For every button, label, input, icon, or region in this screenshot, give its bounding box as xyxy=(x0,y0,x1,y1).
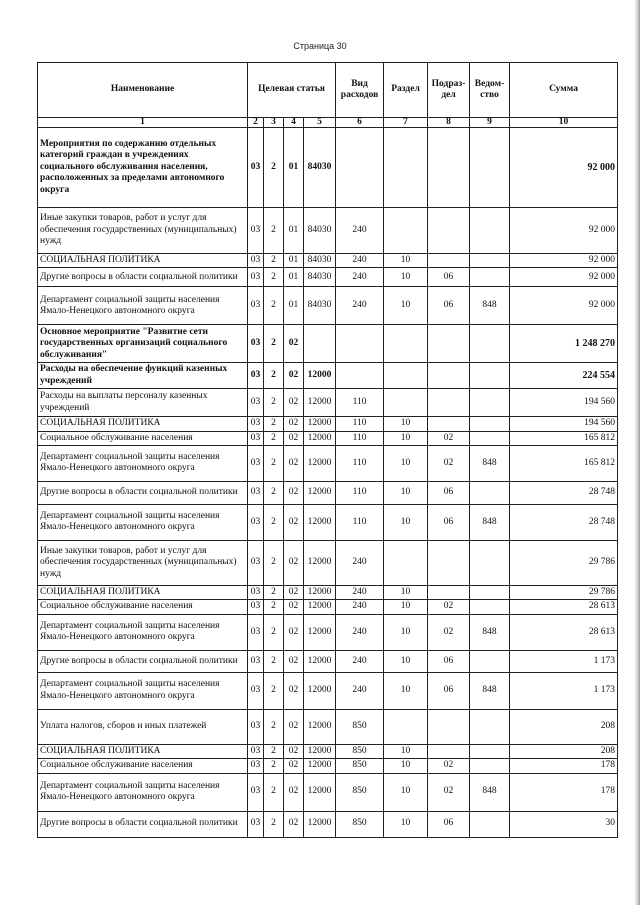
sum-cell: 208 xyxy=(510,744,618,758)
sum-cell: 30 xyxy=(510,811,618,837)
direction-code-cell: 12000 xyxy=(304,614,336,650)
event-code-cell: 01 xyxy=(284,287,304,325)
table-row xyxy=(38,744,618,758)
department-cell: 848 xyxy=(470,672,510,709)
section-cell: 10 xyxy=(384,614,428,650)
table-row xyxy=(38,759,618,773)
section-cell: 10 xyxy=(384,744,428,758)
event-code-cell: 02 xyxy=(284,744,304,758)
program-code-cell: 03 xyxy=(248,811,264,837)
subsection-cell xyxy=(428,325,470,363)
row-name-cell: Другие вопросы в области социальной политики xyxy=(38,811,248,837)
expense-type-cell: 110 xyxy=(336,431,384,445)
program-code-cell: 03 xyxy=(248,504,264,540)
sum-cell: 28 613 xyxy=(510,600,618,614)
row-name-cell: СОЦИАЛЬНАЯ ПОЛИТИКА xyxy=(38,254,248,268)
table-row xyxy=(38,672,618,709)
row-name-cell: Мероприятия по содержанию отдельных категорий граждан в учреждениях социального обслуживания населения, расположенных за пределами автономного округа xyxy=(38,128,248,208)
expense-type-cell: 240 xyxy=(336,268,384,287)
program-code-cell: 03 xyxy=(248,672,264,709)
expense-type-cell: 240 xyxy=(336,540,384,585)
subsection-cell: 06 xyxy=(428,287,470,325)
row-name-cell: СОЦИАЛЬНАЯ ПОЛИТИКА xyxy=(38,744,248,758)
sum-cell: 28 748 xyxy=(510,504,618,540)
section-cell: 10 xyxy=(384,431,428,445)
department-cell xyxy=(470,709,510,744)
event-code-cell: 02 xyxy=(284,325,304,363)
section-cell: 10 xyxy=(384,287,428,325)
program-code-cell: 03 xyxy=(248,325,264,363)
event-code-cell: 02 xyxy=(284,585,304,599)
expense-type-cell xyxy=(336,363,384,389)
table-row xyxy=(38,417,618,431)
department-cell xyxy=(470,363,510,389)
subprogram-code-cell: 2 xyxy=(264,744,284,758)
event-code-cell: 02 xyxy=(284,672,304,709)
expense-type-cell: 240 xyxy=(336,600,384,614)
expense-type-cell: 110 xyxy=(336,481,384,504)
subsection-cell xyxy=(428,540,470,585)
expense-type-cell: 110 xyxy=(336,417,384,431)
subprogram-code-cell: 2 xyxy=(264,672,284,709)
department-cell xyxy=(470,268,510,287)
column-number: 1 xyxy=(38,118,248,128)
row-name-cell: Социальное обслуживание населения xyxy=(38,431,248,445)
program-code-cell: 03 xyxy=(248,363,264,389)
sum-cell: 165 812 xyxy=(510,445,618,481)
expense-type-cell: 240 xyxy=(336,208,384,254)
program-code-cell: 03 xyxy=(248,744,264,758)
column-number: 2 xyxy=(248,118,264,128)
row-name-cell: Другие вопросы в области социальной политики xyxy=(38,268,248,287)
header-expense-type: Вид расходов xyxy=(336,63,384,118)
header-department: Ведом-ство xyxy=(470,63,510,118)
subsection-cell: 06 xyxy=(428,268,470,287)
program-code-cell: 03 xyxy=(248,208,264,254)
direction-code-cell: 84030 xyxy=(304,287,336,325)
section-cell xyxy=(384,709,428,744)
event-code-cell: 02 xyxy=(284,445,304,481)
program-code-cell: 03 xyxy=(248,773,264,811)
section-cell: 10 xyxy=(384,417,428,431)
subprogram-code-cell: 2 xyxy=(264,614,284,650)
program-code-cell: 03 xyxy=(248,585,264,599)
subsection-cell xyxy=(428,744,470,758)
direction-code-cell: 12000 xyxy=(304,481,336,504)
sum-cell: 178 xyxy=(510,773,618,811)
event-code-cell: 02 xyxy=(284,759,304,773)
subsection-cell: 06 xyxy=(428,811,470,837)
direction-code-cell: 12000 xyxy=(304,363,336,389)
table-row xyxy=(38,709,618,744)
expense-type-cell: 240 xyxy=(336,650,384,672)
direction-code-cell: 12000 xyxy=(304,759,336,773)
header-name: Наименование xyxy=(38,63,248,118)
subsection-cell: 02 xyxy=(428,445,470,481)
subsection-cell xyxy=(428,128,470,208)
sum-cell: 28 748 xyxy=(510,481,618,504)
table-row xyxy=(38,268,618,287)
table-row xyxy=(38,325,618,363)
program-code-cell: 03 xyxy=(248,268,264,287)
department-cell xyxy=(470,650,510,672)
subsection-cell: 02 xyxy=(428,773,470,811)
header-section: Раздел xyxy=(384,63,428,118)
department-cell: 848 xyxy=(470,504,510,540)
program-code-cell: 03 xyxy=(248,709,264,744)
sum-cell: 224 554 xyxy=(510,363,618,389)
subsection-cell xyxy=(428,709,470,744)
row-name-cell: Другие вопросы в области социальной политики xyxy=(38,650,248,672)
sum-cell: 29 786 xyxy=(510,540,618,585)
table-row xyxy=(38,287,618,325)
row-name-cell: Департамент социальной защиты населения Ямало-Ненецкого автономного округа xyxy=(38,287,248,325)
column-number: 3 xyxy=(264,118,284,128)
row-name-cell: СОЦИАЛЬНАЯ ПОЛИТИКА xyxy=(38,417,248,431)
sum-cell: 92 000 xyxy=(510,208,618,254)
subsection-cell xyxy=(428,585,470,599)
expense-type-cell: 850 xyxy=(336,773,384,811)
direction-code-cell: 84030 xyxy=(304,268,336,287)
table-row xyxy=(38,773,618,811)
department-cell: 848 xyxy=(470,614,510,650)
subsection-cell: 06 xyxy=(428,650,470,672)
subprogram-code-cell: 2 xyxy=(264,363,284,389)
scan-edge-shadow xyxy=(634,0,640,905)
row-name-cell: Департамент социальной защиты населения Ямало-Ненецкого автономного округа xyxy=(38,504,248,540)
subprogram-code-cell: 2 xyxy=(264,600,284,614)
program-code-cell: 03 xyxy=(248,600,264,614)
section-cell xyxy=(384,128,428,208)
table-row xyxy=(38,481,618,504)
row-name-cell: Уплата налогов, сборов и иных платежей xyxy=(38,709,248,744)
expense-type-cell: 850 xyxy=(336,811,384,837)
event-code-cell: 01 xyxy=(284,128,304,208)
department-cell xyxy=(470,325,510,363)
row-name-cell: Иные закупки товаров, работ и услуг для обеспечения государственных (муниципальных) нужд xyxy=(38,208,248,254)
subsection-cell: 02 xyxy=(428,600,470,614)
row-name-cell: Социальное обслуживание населения xyxy=(38,600,248,614)
direction-code-cell: 12000 xyxy=(304,585,336,599)
event-code-cell: 02 xyxy=(284,417,304,431)
sum-cell: 92 000 xyxy=(510,254,618,268)
direction-code-cell: 12000 xyxy=(304,540,336,585)
subsection-cell: 02 xyxy=(428,431,470,445)
event-code-cell: 02 xyxy=(284,504,304,540)
program-code-cell: 03 xyxy=(248,417,264,431)
program-code-cell: 03 xyxy=(248,650,264,672)
budget-table xyxy=(37,62,618,838)
row-name-cell: СОЦИАЛЬНАЯ ПОЛИТИКА xyxy=(38,585,248,599)
sum-cell: 1 173 xyxy=(510,672,618,709)
event-code-cell: 02 xyxy=(284,773,304,811)
table-row xyxy=(38,128,618,208)
sum-cell: 28 613 xyxy=(510,614,618,650)
direction-code-cell: 12000 xyxy=(304,389,336,417)
expense-type-cell: 850 xyxy=(336,709,384,744)
column-number: 5 xyxy=(304,118,336,128)
subsection-cell: 06 xyxy=(428,504,470,540)
department-cell xyxy=(470,481,510,504)
program-code-cell: 03 xyxy=(248,254,264,268)
subsection-cell: 02 xyxy=(428,614,470,650)
direction-code-cell: 12000 xyxy=(304,417,336,431)
program-code-cell: 03 xyxy=(248,481,264,504)
event-code-cell: 02 xyxy=(284,389,304,417)
program-code-cell: 03 xyxy=(248,389,264,417)
subprogram-code-cell: 2 xyxy=(264,504,284,540)
section-cell: 10 xyxy=(384,811,428,837)
sum-cell: 92 000 xyxy=(510,268,618,287)
sum-cell: 165 812 xyxy=(510,431,618,445)
expense-type-cell: 240 xyxy=(336,614,384,650)
expense-type-cell: 110 xyxy=(336,504,384,540)
department-cell: 848 xyxy=(470,287,510,325)
row-name-cell: Департамент социальной защиты населения Ямало-Ненецкого автономного округа xyxy=(38,614,248,650)
department-cell xyxy=(470,128,510,208)
subprogram-code-cell: 2 xyxy=(264,650,284,672)
expense-type-cell: 240 xyxy=(336,585,384,599)
program-code-cell: 03 xyxy=(248,540,264,585)
department-cell: 848 xyxy=(470,773,510,811)
program-code-cell: 03 xyxy=(248,614,264,650)
subsection-cell xyxy=(428,417,470,431)
sum-cell: 92 000 xyxy=(510,287,618,325)
header-subsection: Подраз-дел xyxy=(428,63,470,118)
section-cell: 10 xyxy=(384,585,428,599)
section-cell xyxy=(384,363,428,389)
subprogram-code-cell: 2 xyxy=(264,759,284,773)
column-number: 6 xyxy=(336,118,384,128)
table-row xyxy=(38,614,618,650)
direction-code-cell: 12000 xyxy=(304,672,336,709)
department-cell xyxy=(470,389,510,417)
table-header-row xyxy=(38,63,618,118)
section-cell: 10 xyxy=(384,254,428,268)
department-cell xyxy=(470,417,510,431)
direction-code-cell: 12000 xyxy=(304,504,336,540)
column-number: 7 xyxy=(384,118,428,128)
sum-cell: 194 560 xyxy=(510,417,618,431)
page-number-label: Страница 30 xyxy=(293,41,347,51)
subprogram-code-cell: 2 xyxy=(264,585,284,599)
subprogram-code-cell: 2 xyxy=(264,325,284,363)
subprogram-code-cell: 2 xyxy=(264,431,284,445)
row-name-cell: Основное мероприятие "Развитие сети государственных организаций социального обслуживания" xyxy=(38,325,248,363)
expense-type-cell: 110 xyxy=(336,389,384,417)
table-row xyxy=(38,650,618,672)
subprogram-code-cell: 2 xyxy=(264,773,284,811)
subprogram-code-cell: 2 xyxy=(264,445,284,481)
table-row xyxy=(38,504,618,540)
direction-code-cell: 12000 xyxy=(304,709,336,744)
event-code-cell: 02 xyxy=(284,811,304,837)
direction-code-cell xyxy=(304,325,336,363)
column-number: 10 xyxy=(510,118,618,128)
sum-cell: 194 560 xyxy=(510,389,618,417)
event-code-cell: 01 xyxy=(284,268,304,287)
header-sum: Сумма xyxy=(510,63,618,118)
subprogram-code-cell: 2 xyxy=(264,389,284,417)
table-row xyxy=(38,389,618,417)
section-cell xyxy=(384,325,428,363)
subsection-cell: 02 xyxy=(428,759,470,773)
row-name-cell: Расходы на выплаты персоналу казенных учреждений xyxy=(38,389,248,417)
event-code-cell: 02 xyxy=(284,363,304,389)
sum-cell: 92 000 xyxy=(510,128,618,208)
program-code-cell: 03 xyxy=(248,445,264,481)
event-code-cell: 02 xyxy=(284,600,304,614)
expense-type-cell: 850 xyxy=(336,744,384,758)
expense-type-cell: 850 xyxy=(336,759,384,773)
sum-cell: 1 173 xyxy=(510,650,618,672)
department-cell xyxy=(470,540,510,585)
direction-code-cell: 84030 xyxy=(304,128,336,208)
direction-code-cell: 84030 xyxy=(304,254,336,268)
department-cell: 848 xyxy=(470,445,510,481)
department-cell xyxy=(470,600,510,614)
row-name-cell: Иные закупки товаров, работ и услуг для обеспечения государственных (муниципальных) нужд xyxy=(38,540,248,585)
sum-cell: 29 786 xyxy=(510,585,618,599)
event-code-cell: 02 xyxy=(284,431,304,445)
department-cell xyxy=(470,254,510,268)
sum-cell: 1 248 270 xyxy=(510,325,618,363)
section-cell xyxy=(384,540,428,585)
direction-code-cell: 12000 xyxy=(304,811,336,837)
column-number-row xyxy=(38,118,618,128)
program-code-cell: 03 xyxy=(248,128,264,208)
subsection-cell xyxy=(428,389,470,417)
event-code-cell: 02 xyxy=(284,650,304,672)
event-code-cell: 02 xyxy=(284,614,304,650)
section-cell: 10 xyxy=(384,445,428,481)
direction-code-cell: 84030 xyxy=(304,208,336,254)
program-code-cell: 03 xyxy=(248,287,264,325)
expense-type-cell: 240 xyxy=(336,254,384,268)
section-cell: 10 xyxy=(384,268,428,287)
program-code-cell: 03 xyxy=(248,431,264,445)
subsection-cell: 06 xyxy=(428,481,470,504)
column-number: 9 xyxy=(470,118,510,128)
event-code-cell: 01 xyxy=(284,254,304,268)
header-target-article: Целевая статья xyxy=(248,63,336,118)
table-row xyxy=(38,254,618,268)
department-cell xyxy=(470,585,510,599)
subprogram-code-cell: 2 xyxy=(264,254,284,268)
department-cell xyxy=(470,431,510,445)
direction-code-cell: 12000 xyxy=(304,773,336,811)
table-row xyxy=(38,811,618,837)
direction-code-cell: 12000 xyxy=(304,431,336,445)
table-row xyxy=(38,540,618,585)
section-cell: 10 xyxy=(384,481,428,504)
column-number: 4 xyxy=(284,118,304,128)
subsection-cell xyxy=(428,208,470,254)
table-row xyxy=(38,208,618,254)
subprogram-code-cell: 2 xyxy=(264,268,284,287)
event-code-cell: 02 xyxy=(284,709,304,744)
section-cell: 10 xyxy=(384,504,428,540)
department-cell xyxy=(470,759,510,773)
subprogram-code-cell: 2 xyxy=(264,481,284,504)
sum-cell: 178 xyxy=(510,759,618,773)
table-row xyxy=(38,445,618,481)
department-cell xyxy=(470,208,510,254)
row-name-cell: Расходы на обеспечение функций казенных учреждений xyxy=(38,363,248,389)
table-row xyxy=(38,600,618,614)
row-name-cell: Департамент социальной защиты населения Ямало-Ненецкого автономного округа xyxy=(38,445,248,481)
department-cell xyxy=(470,811,510,837)
subsection-cell xyxy=(428,254,470,268)
subprogram-code-cell: 2 xyxy=(264,540,284,585)
row-name-cell: Департамент социальной защиты населения Ямало-Ненецкого автономного округа xyxy=(38,773,248,811)
table-row xyxy=(38,431,618,445)
subprogram-code-cell: 2 xyxy=(264,287,284,325)
column-number: 8 xyxy=(428,118,470,128)
row-name-cell: Социальное обслуживание населения xyxy=(38,759,248,773)
program-code-cell: 03 xyxy=(248,759,264,773)
expense-type-cell xyxy=(336,128,384,208)
row-name-cell: Департамент социальной защиты населения Ямало-Ненецкого автономного округа xyxy=(38,672,248,709)
table-row xyxy=(38,585,618,599)
subsection-cell xyxy=(428,363,470,389)
direction-code-cell: 12000 xyxy=(304,445,336,481)
direction-code-cell: 12000 xyxy=(304,650,336,672)
subprogram-code-cell: 2 xyxy=(264,128,284,208)
expense-type-cell: 240 xyxy=(336,287,384,325)
subprogram-code-cell: 2 xyxy=(264,811,284,837)
expense-type-cell xyxy=(336,325,384,363)
section-cell: 10 xyxy=(384,672,428,709)
section-cell xyxy=(384,208,428,254)
table-body xyxy=(38,128,618,838)
section-cell: 10 xyxy=(384,650,428,672)
subprogram-code-cell: 2 xyxy=(264,709,284,744)
direction-code-cell: 12000 xyxy=(304,600,336,614)
sum-cell: 208 xyxy=(510,709,618,744)
event-code-cell: 02 xyxy=(284,481,304,504)
event-code-cell: 02 xyxy=(284,540,304,585)
table-row xyxy=(38,363,618,389)
direction-code-cell: 12000 xyxy=(304,744,336,758)
expense-type-cell: 110 xyxy=(336,445,384,481)
department-cell xyxy=(470,744,510,758)
section-cell: 10 xyxy=(384,600,428,614)
section-cell: 10 xyxy=(384,773,428,811)
section-cell xyxy=(384,389,428,417)
subprogram-code-cell: 2 xyxy=(264,208,284,254)
event-code-cell: 01 xyxy=(284,208,304,254)
row-name-cell: Другие вопросы в области социальной политики xyxy=(38,481,248,504)
subsection-cell: 06 xyxy=(428,672,470,709)
subprogram-code-cell: 2 xyxy=(264,417,284,431)
section-cell: 10 xyxy=(384,759,428,773)
expense-type-cell: 240 xyxy=(336,672,384,709)
